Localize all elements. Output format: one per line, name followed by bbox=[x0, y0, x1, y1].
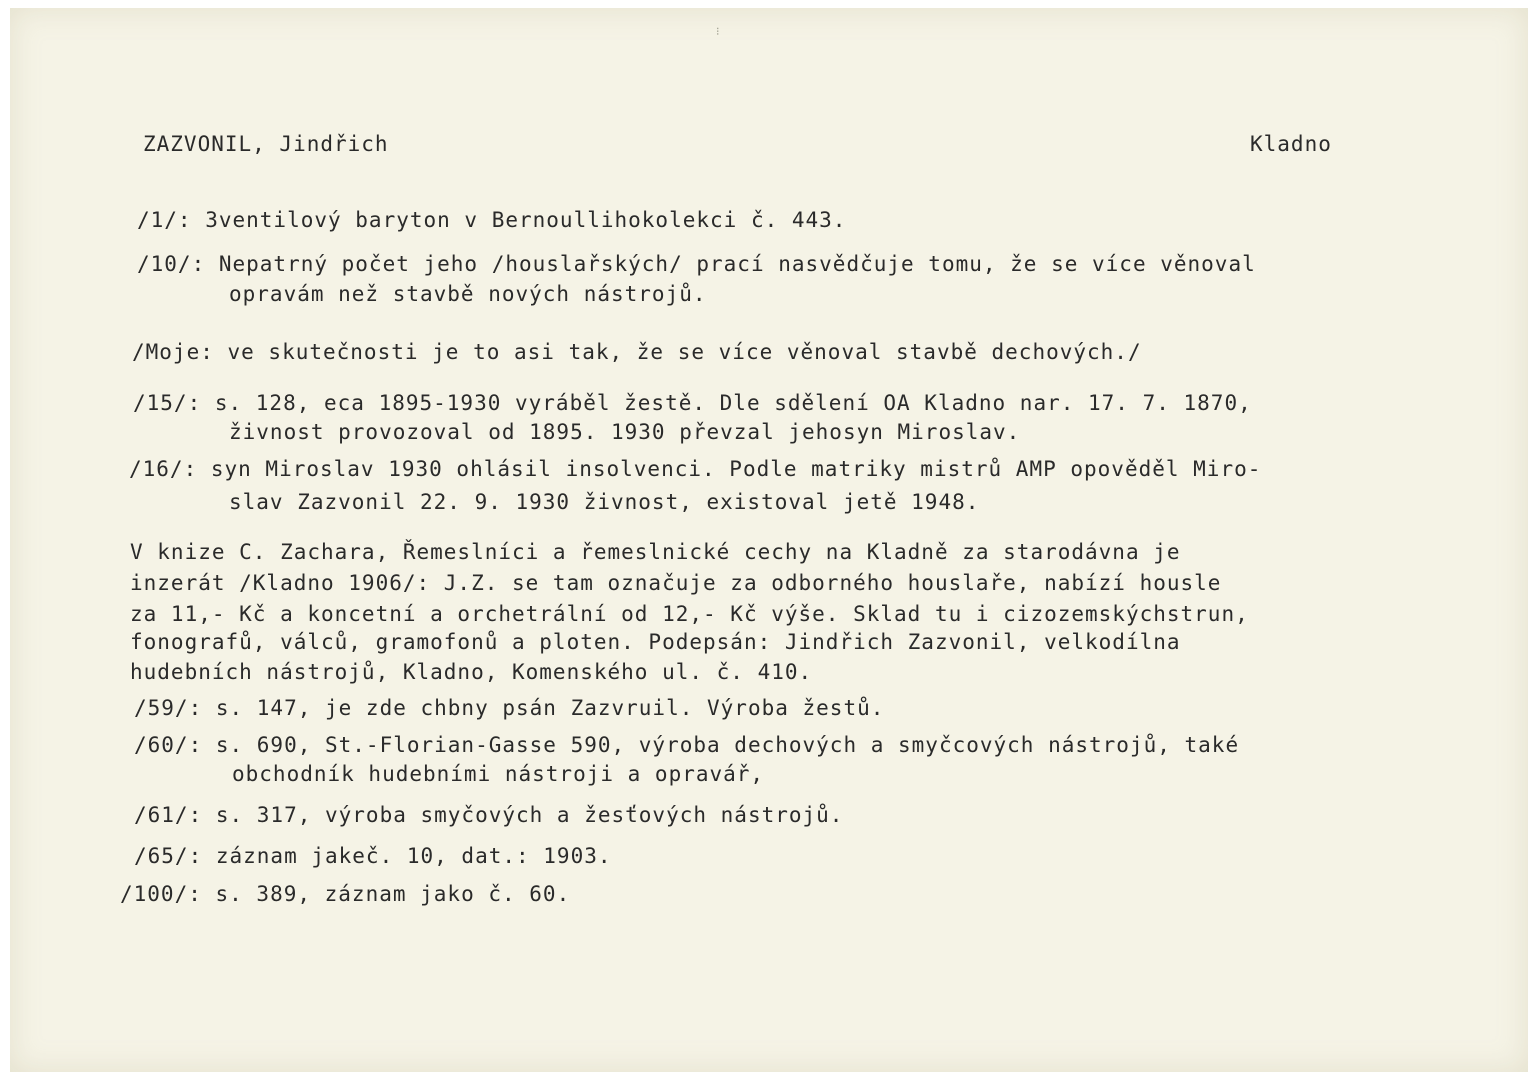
entry-line: /61/: s. 317, výroba smyčových a žesťových nástrojů. bbox=[134, 803, 844, 827]
entry-line: za 11,- Kč a koncetní a orchetrální od 12,- Kč výše. Sklad tu i cizozemskýchstrun, bbox=[130, 602, 1249, 626]
entry-line: slav Zazvonil 22. 9. 1930 živnost, existoval jetě 1948. bbox=[229, 490, 980, 514]
card-place: Kladno bbox=[1250, 132, 1332, 156]
entry-line: /65/: záznam jakeč. 10, dat.: 1903. bbox=[134, 844, 612, 868]
entry-line: opravám než stavbě nových nástrojů. bbox=[229, 282, 707, 306]
card-name: ZAZVONIL, Jindřich bbox=[143, 132, 389, 156]
entry-line: /15/: s. 128, eca 1895-1930 vyráběl žestě. Dle sdělení OA Kladno nar. 17. 7. 1870, bbox=[133, 391, 1252, 415]
top-smudge-mark: ⁝ bbox=[716, 25, 720, 38]
entry-line: /60/: s. 690, St.-Florian-Gasse 590, výroba dechových a smyčcových nástrojů, také bbox=[134, 733, 1240, 757]
entry-line: /10/: Nepatrný počet jeho /houslařských/ prací nasvědčuje tomu, že se více věnoval bbox=[137, 252, 1256, 276]
entry-line: obchodník hudebními nástroji a opravář, bbox=[232, 762, 765, 786]
entry-line: inzerát /Kladno 1906/: J.Z. se tam označuje za odborného houslaře, nabízí housle bbox=[130, 571, 1222, 595]
entry-line: /59/: s. 147, je zde chbny psán Zazvruil. Výroba žestů. bbox=[134, 696, 885, 720]
entry-line: fonografů, válců, gramofonů a ploten. Podepsán: Jindřich Zazvonil, velkodílna bbox=[130, 630, 1181, 654]
entry-line: hudebních nástrojů, Kladno, Komenského ul. č. 410. bbox=[130, 660, 813, 684]
entry-line: /16/: syn Miroslav 1930 ohlásil insolvenci. Podle matriky mistrů AMP opověděl Miro- bbox=[129, 457, 1262, 481]
index-card bbox=[10, 8, 1528, 1072]
entry-line: /1/: 3ventilový baryton v Bernoullihokolekci č. 443. bbox=[137, 208, 847, 232]
entry-line: /Moje: ve skutečnosti je to asi tak, že se více věnoval stavbě dechových./ bbox=[132, 340, 1142, 364]
entry-line: V knize C. Zachara, Řemeslníci a řemeslnické cechy na Kladně za starodávna je bbox=[130, 540, 1181, 564]
entry-line: živnost provozoval od 1895. 1930 převzal jehosyn Miroslav. bbox=[229, 420, 1021, 444]
entry-line: /100/: s. 389, záznam jako č. 60. bbox=[120, 882, 571, 906]
